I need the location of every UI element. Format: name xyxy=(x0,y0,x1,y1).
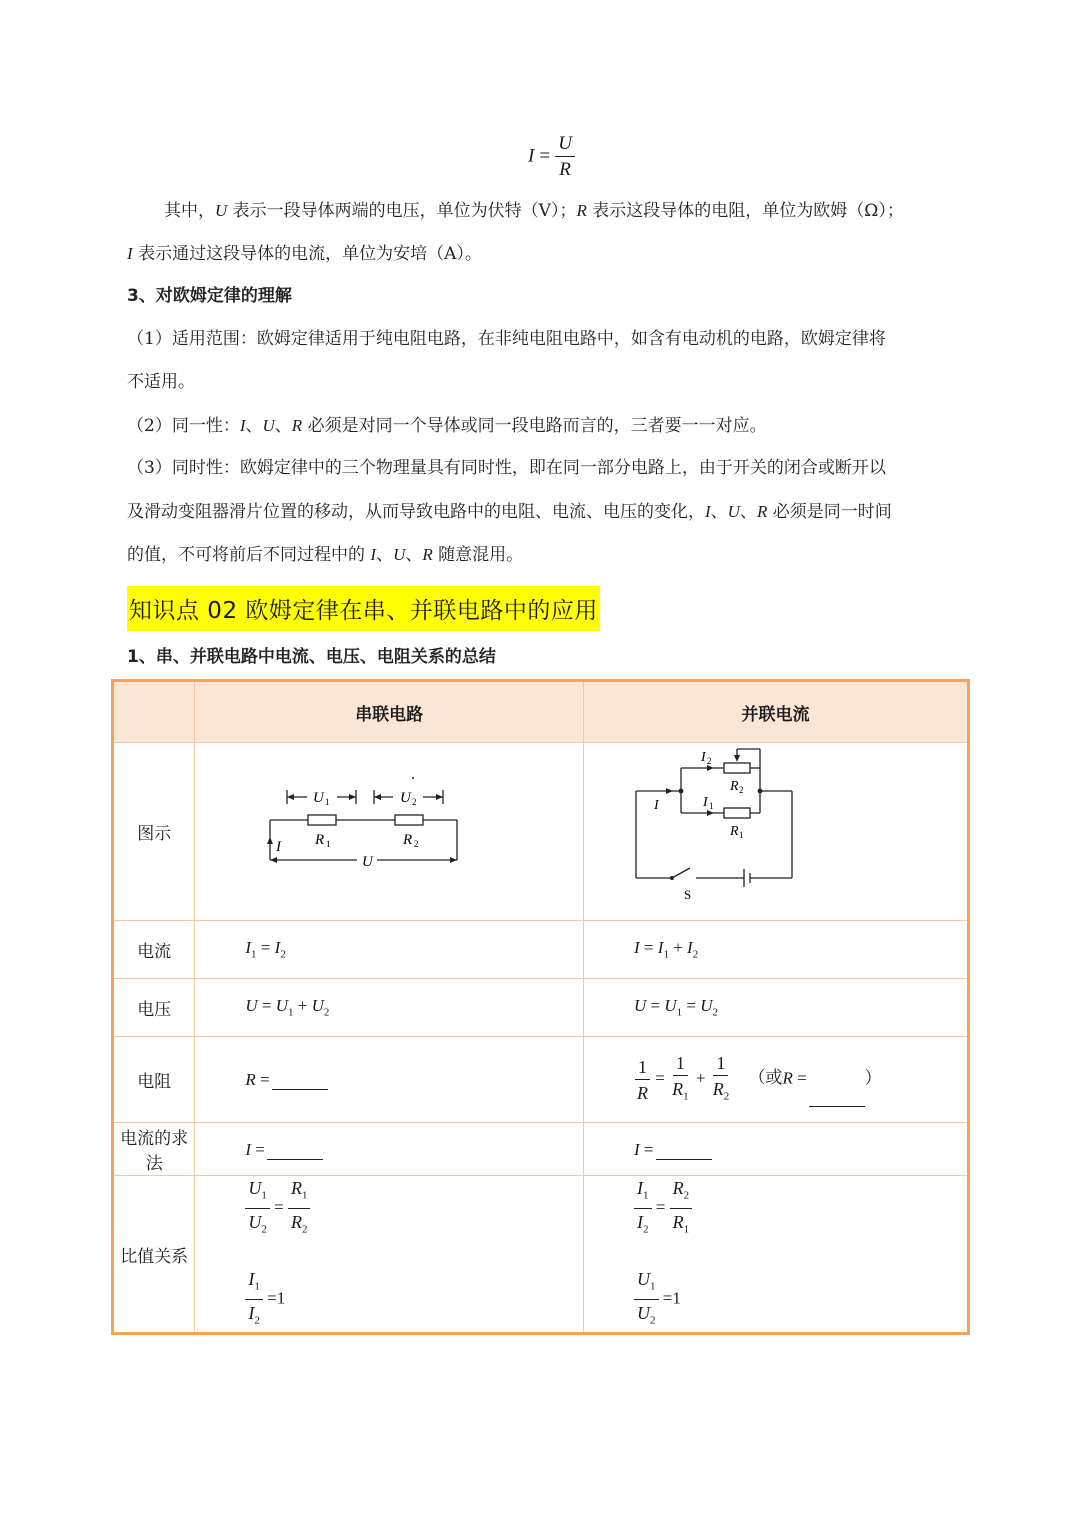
row-label-current-method: 电流的求法 xyxy=(113,1123,195,1176)
series-label-r2-sub: 2 xyxy=(414,839,419,849)
section-title: 知识点 02 欧姆定律在串、并联电路中的应用 xyxy=(127,586,600,631)
sub-heading: 1、串、并联电路中电流、电压、电阻关系的总结 xyxy=(127,647,496,667)
parallel-resistance-formula: $\frac{1}{R}$ = $\frac{1}{R_1}$ + $\frac{1}{R_2}$ （或R = ） xyxy=(584,1037,969,1123)
series-label-u1: U xyxy=(313,790,325,806)
series-diagram-cell xyxy=(195,743,584,921)
parallel-ratio-formulas: $\frac{I_1}{I_2}$ = $\frac{R_2}{R_1}$ $\frac{U_1}{U_2}$ =1 xyxy=(584,1176,969,1334)
series-resistance-blank xyxy=(272,1069,328,1090)
parallel-label-r2-sub: 2 xyxy=(739,785,744,795)
series-label-u2: U xyxy=(400,790,412,806)
item-3-line-1: （3）同时性：欧姆定律中的三个物理量具有同时性，即在同一部分电路上，由于开关的闭合或断开以 xyxy=(127,458,886,478)
ohm-formula xyxy=(528,133,575,181)
series-label-i: I xyxy=(276,839,282,855)
para-line-1: 其中，U 表示一段导体两端的电压，单位为伏特（V）；R 表示这段导体的电阻，单位为欧姆（Ω）； xyxy=(164,201,904,221)
series-label-r1-sub: 1 xyxy=(326,839,331,849)
item-3-line-2: 及滑动变阻器滑片位置的移动，从而导致电路中的电阻、电流、电压的变化，I、U、R 必须是同一时间 xyxy=(127,502,892,522)
item-3-line-3: 的值，不可将前后不同过程中的 I、U、R 随意混用。 xyxy=(127,545,524,565)
series-method-blank xyxy=(267,1139,323,1160)
series-label-u2-sub: 2 xyxy=(412,797,417,807)
formula-den: R xyxy=(559,159,571,180)
formula-lhs: I xyxy=(528,145,535,167)
series-current-formula: $I_1 = I_2$ xyxy=(195,921,584,979)
summary-table xyxy=(111,679,970,1335)
series-label-r2: R xyxy=(403,832,413,848)
item-1-line-1: （1）适用范围：欧姆定律适用于纯电阻电路，在非纯电阻电路中，如含有电动机的电路，欧姆定律将 xyxy=(127,329,886,349)
header-empty xyxy=(113,681,195,743)
parallel-voltage-formula: $U = U_1 = U_2$ xyxy=(584,979,969,1037)
parallel-current-formula: $I = I_1 + I_2$ xyxy=(584,921,969,979)
row-label-current: 电流 xyxy=(113,921,195,979)
header-series: 串联电路 xyxy=(195,681,584,743)
row-label-diagram: 图示 xyxy=(113,743,195,921)
row-label-ratio: 比值关系 xyxy=(113,1176,195,1334)
item-1-line-2: 不适用。 xyxy=(127,372,195,392)
row-label-resistance: 电阻 xyxy=(113,1037,195,1123)
series-current-method: I = xyxy=(195,1123,584,1176)
formula-num: U xyxy=(555,133,575,157)
series-label-r1: R xyxy=(315,832,325,848)
parallel-diagram-cell xyxy=(584,743,969,921)
parallel-label-r1-sub: 1 xyxy=(739,830,744,840)
series-ratio-formulas: $\frac{U_1}{U_2}$ = $\frac{R_1}{R_2}$ $\frac{I_1}{I_2}$ =1 xyxy=(195,1176,584,1334)
heading-3: 3、对欧姆定律的理解 xyxy=(127,286,292,306)
parallel-label-i: I xyxy=(654,798,659,813)
para-line-2: I 表示通过这段导体的电流，单位为安培（A）。 xyxy=(127,244,482,264)
series-circuit-diagram xyxy=(195,743,551,915)
series-resistance-formula: R = xyxy=(195,1037,584,1123)
parallel-label-s: S xyxy=(684,887,692,902)
series-voltage-formula: $U = U_1 + U_2$ xyxy=(195,979,584,1037)
parallel-label-r1: R xyxy=(730,824,739,839)
row-label-voltage: 电压 xyxy=(113,979,195,1037)
parallel-label-r2: R xyxy=(730,779,739,794)
parallel-current-method: I = xyxy=(584,1123,969,1176)
parallel-label-i1-sub: 1 xyxy=(709,801,714,811)
parallel-circuit-diagram xyxy=(584,743,967,915)
item-2: （2）同一性：I、U、R 必须是对同一个导体或同一段电路而言的，三者要一一对应。 xyxy=(127,416,767,436)
parallel-label-i2-sub: 2 xyxy=(707,756,712,766)
header-parallel: 并联电流 xyxy=(584,681,969,743)
series-label-u1-sub: 1 xyxy=(325,797,330,807)
series-label-u: U xyxy=(362,854,374,870)
parallel-label-i1: I xyxy=(703,795,708,810)
parallel-resistance-blank xyxy=(809,1086,865,1107)
parallel-label-i2: I xyxy=(701,750,706,765)
parallel-method-blank xyxy=(656,1139,712,1160)
formula-eq: = xyxy=(539,145,551,167)
